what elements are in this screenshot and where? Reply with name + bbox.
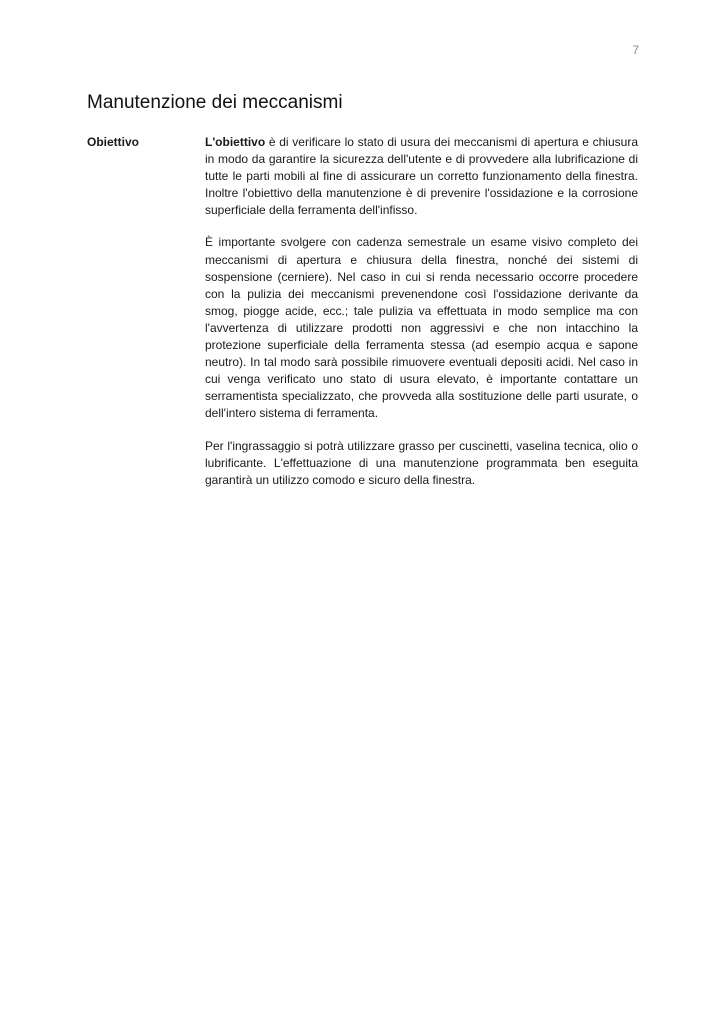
paragraph-text: è di verificare lo stato di usura dei meccanismi di apertura e chiusura in modo da garantire la sicurezza dell'utente e di provvedere alla lubrificazione di tutte le parti mobili al fine di assicurare un corretto funzionamento della finestra. Inoltre l'obiettivo della manutenzione è di prevenire l'ossidazione e la corrosione superficiale della ferramenta dell'infisso. (205, 135, 638, 218)
paragraph-lead: L'obiettivo (205, 135, 266, 149)
paragraph-inspection: È importante svolgere con cadenza semestrale un esame visivo completo dei meccanismi di apertura e chiusura della finestra, nonché dei sistemi di sospensione (cerniere). Nel caso in cui si renda necessario occorre procedere con la pulizia dei meccanismi prevenendone così l'ossidazione derivante da smog, piogge acide, ecc.; tale pulizia va effettuata in modo semplice ma con l'avvertenza di utilizzare prodotti non aggressivi e che non intacchino la protezione superficiale della ferramenta stessa (ad esempio acqua e sapone neutro). In tal modo sarà possibile rimuovere eventuali depositi acidi. Nel caso in cui venga verificato uno stato di usura elevato, è importante contattare un serramentista specializzato, che provveda alla sostituzione delle parti usurate, o dell'intero sistema di ferramenta. (205, 235, 638, 421)
side-label: Obiettivo (87, 135, 140, 149)
paragraph-lubrication: Per l'ingrassaggio si potrà utilizzare grasso per cuscinetti, vaselina tecnica, olio o lubrificante. L'effettuazione di una manutenzione programmata ben eseguita garantirà un utilizzo comodo e sicuro della finestra. (205, 438, 638, 487)
section-title: Manutenzione dei meccanismi (87, 92, 343, 113)
paragraph-objective (205, 134, 638, 219)
page-number: 7 (632, 43, 639, 57)
body-column (205, 134, 638, 504)
